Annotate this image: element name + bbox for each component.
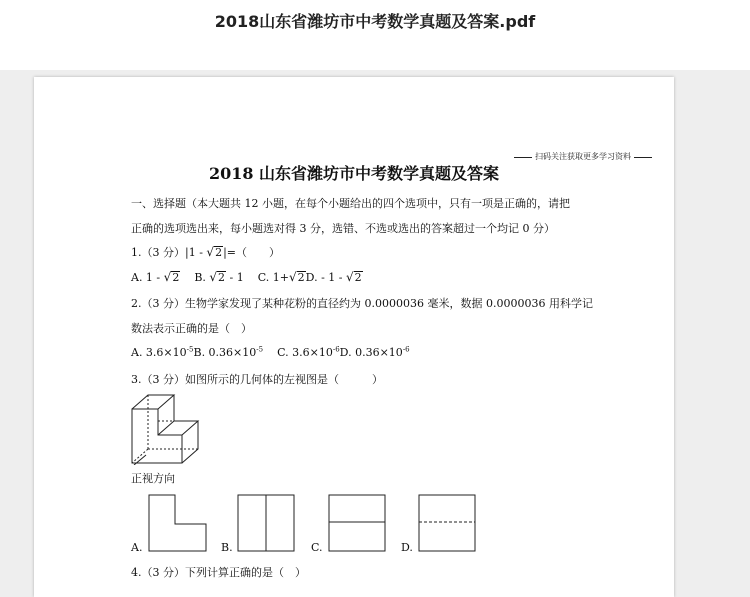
- q2-option-d: D. $0.36\times 10^{-6}$: [339, 345, 410, 359]
- q3-option-b-label: B.: [221, 541, 233, 554]
- q2-option-b: B. $0.36\times 10^{-5}$: [193, 345, 264, 359]
- document-title: 2018 山东省潍坊市中考数学真题及答案: [208, 164, 500, 183]
- q3-option-d-label: D.: [401, 541, 413, 554]
- q3-option-a-label: A.: [131, 541, 143, 554]
- q1-option-d: D. - 1 - √2: [305, 270, 362, 284]
- view-direction-label: 正视方向: [131, 472, 175, 485]
- question-3-stem: 3.（3 分）如图所示的几何体的左视图是（ ）: [131, 373, 383, 386]
- q1-option-b: B. √2 - 1: [194, 270, 244, 284]
- q3-option-d-figure: [418, 494, 478, 552]
- q3-option-a-figure: [148, 494, 208, 552]
- q3-option-c-label: C.: [311, 541, 323, 554]
- document-page: [34, 77, 674, 597]
- question-2-options: [131, 345, 410, 359]
- question-1-stem: 1.（3 分）|1 - √2|=（ ）: [131, 245, 280, 259]
- question-4-stem: 4.（3 分）下列计算正确的是（ ）: [131, 566, 306, 579]
- section-heading-line-1: 一、选择题（本大题共 12 小题，在每个小题给出的四个选项中，只有一项是正确的，请把: [131, 197, 570, 210]
- solid-figure: [130, 393, 212, 465]
- header-note: 扫码关注获取更多学习资料: [511, 151, 655, 162]
- q1-option-a: A. 1 - √2: [131, 270, 180, 284]
- q2-option-a: A. $3.6\times 10^{-5}$: [131, 345, 194, 359]
- q3-option-b-figure: [237, 494, 297, 552]
- file-title: 2018山东省潍坊市中考数学真题及答案.pdf: [214, 12, 536, 31]
- q2-option-c: C. $3.6\times 10^{-6}$: [277, 345, 340, 359]
- question-1-options: [131, 270, 363, 284]
- section-heading-line-2: 正确的选项选出来，每小题选对得 3 分，选错、不选或选出的答案超过一个均记 0 分）: [131, 222, 555, 235]
- question-2-stem-line-1: 2.（3 分）生物学家发现了某种花粉的直径约为 0.0000036 毫米，数据 0.0000036 用科学记: [131, 297, 593, 310]
- q1-option-c: C. 1+√2: [257, 270, 305, 284]
- question-2-stem-line-2: 数法表示正确的是（ ）: [131, 322, 252, 335]
- q3-option-c-figure: [328, 494, 388, 552]
- viewer-top-bar: [0, 0, 750, 70]
